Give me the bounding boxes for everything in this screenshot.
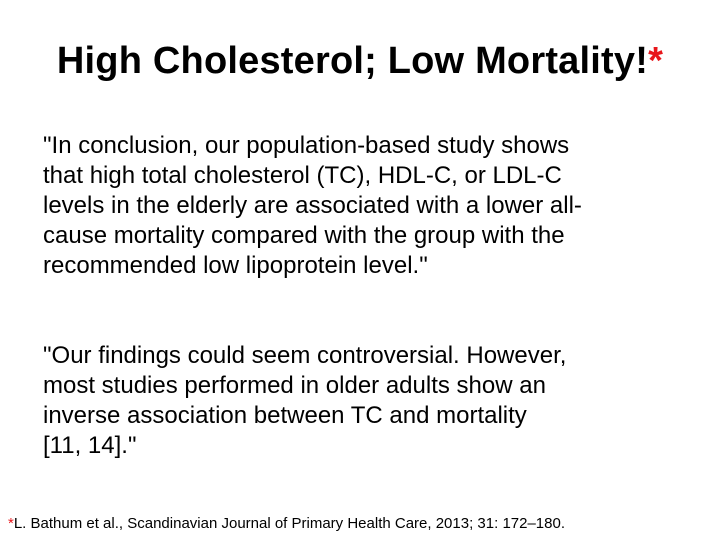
footnote-asterisk: * <box>8 515 14 532</box>
paragraph-line: "Our findings could seem controversial. However, <box>43 342 567 369</box>
paragraph-line: that high total cholesterol (TC), HDL-C, or LDL-C <box>43 162 562 189</box>
paragraph-line: [11, 14]." <box>43 432 137 459</box>
paragraph-line: most studies performed in older adults show an <box>43 372 546 399</box>
footnote-text: L. Bathum et al., Scandinavian Journal of Primary Health Care, 2013; 31: 172–180. <box>13 515 566 532</box>
title-asterisk: * <box>648 40 664 82</box>
quote-paragraph-conclusion <box>43 131 683 281</box>
paragraph-line: levels in the elderly are associated with a lower all- <box>43 192 582 219</box>
paragraph-line: "In conclusion, our population-based study shows <box>43 132 570 159</box>
slide-title <box>0 40 720 83</box>
quote-paragraph-findings <box>43 341 683 461</box>
paragraph-line: cause mortality compared with the group with the <box>43 222 565 249</box>
paragraph-line: inverse association between TC and mortality <box>43 402 527 429</box>
paragraph-line: recommended low lipoprotein level." <box>43 252 428 279</box>
citation-footnote <box>8 515 720 532</box>
slide-title-text: High Cholesterol; Low Mortality! <box>56 40 649 82</box>
